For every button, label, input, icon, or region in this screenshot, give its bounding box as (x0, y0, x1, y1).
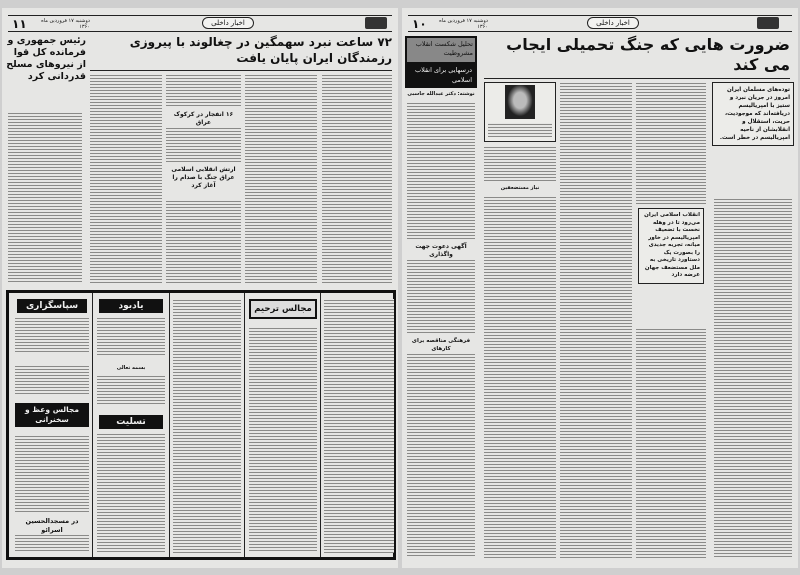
sympathy-title: تسلیت (99, 415, 163, 429)
sub-headline-2: ۱۶ انفجار در کرکوک عراق (166, 111, 241, 127)
series-subtitle: درسهایی برای انقلاب اسلامی (414, 66, 472, 84)
sermon-title: مجالس وعظ و سخنرانی (15, 403, 89, 427)
ad-heading: آگهی دعوت جهت واگذاری (407, 243, 475, 259)
newspaper-logo (365, 17, 387, 29)
rule (244, 293, 245, 557)
ad-text (249, 327, 317, 553)
article-column (322, 74, 392, 284)
article-column (90, 74, 162, 284)
ad-text (97, 433, 165, 553)
memorial-title: یادبود (99, 299, 163, 313)
article-column (636, 328, 706, 558)
ad-text (97, 375, 165, 405)
newspaper-logo (757, 17, 779, 29)
article-column (407, 350, 475, 558)
ad-heading-2: فرهنگی مناقصه برای کارهای (407, 337, 475, 353)
article-column (245, 74, 317, 284)
article-column (166, 74, 241, 108)
rule (320, 293, 321, 557)
main-headline: ضرورت هایی که جنگ تحمیلی ایجاب می کند (484, 35, 790, 75)
obituary-ads-section (6, 290, 396, 560)
ad-text (324, 299, 394, 553)
page-date: دوشنبه ۱۷ فروردین ماه ۱۳۶۰ (439, 18, 488, 30)
article-column (714, 198, 792, 558)
article-column (166, 200, 241, 284)
rule (8, 31, 392, 32)
header-rule (408, 15, 792, 16)
rule (484, 78, 790, 79)
sub-headline: ارتش انقلابی اسلامی عراق جنگ با صدام را آغاز کرد (166, 166, 241, 190)
ad-text (97, 317, 165, 357)
rule (169, 293, 170, 557)
article-column (484, 146, 556, 182)
left-page (2, 8, 398, 568)
article-column (636, 82, 706, 204)
ad-text (15, 365, 89, 395)
right-page (402, 8, 798, 568)
pullquote-box: انقلاب اسلامی ایران می‌رود تا در وهله نخست با تضعیف امپریالیسم در خاور میانه، تجربه جدیدی را بصورت یک دستاورد تاریخی به ملل مستضعف جهان عرضه دارد (638, 208, 704, 284)
thanks-title: سپاسگزاری (17, 299, 87, 313)
article-column (560, 82, 632, 558)
rule (90, 70, 392, 71)
header-rule (8, 15, 392, 16)
author-line: نوشته: دکتر عبدالله جاسبی (407, 91, 475, 97)
pullquote-box: توده‌های مسلمان ایران امروز در جریان نبرد و ستیز با امپریالیسم دریافته‌اند که موجودیت، حریت، استقلال و انقلابشان از ناحیه امپریالیسم در خطر است. (712, 82, 794, 146)
condolence-title: مجالس ترحیم (249, 299, 317, 319)
article-column (8, 112, 82, 284)
article-column (407, 102, 475, 240)
author-photo-box (484, 82, 556, 142)
series-box (405, 36, 477, 88)
article-column (484, 196, 556, 558)
rule (92, 293, 93, 557)
section-label: اخبار داخلی (202, 17, 254, 29)
main-headline: ۷۲ ساعت نبرد سهمگین در چغالوند با پیروزی رزمندگان ایران پایان یافت (90, 34, 392, 66)
article-column (407, 256, 475, 334)
page-date: دوشنبه ۱۷ فروردین ماه ۱۳۶۰ (41, 18, 90, 30)
section-label: اخبار داخلی (587, 17, 639, 29)
series-title: تحلیل شکست انقلاب مشروطیت (407, 38, 475, 62)
page-number: ۱۰ (412, 17, 427, 31)
side-headline: رئیس جمهوری و فرمانده کل قوا از نیروهای مسلح قدردانی کرد (6, 35, 86, 82)
page-number: ۱۱ (12, 17, 27, 31)
ad-text (15, 435, 89, 513)
notice-heading: بسمه تعالی (97, 365, 165, 372)
author-photo (505, 85, 535, 119)
ad-text (15, 317, 89, 353)
ad-text (173, 299, 241, 553)
subhead: نیاز مستضعفین (484, 185, 556, 192)
mosque-notice: در مسجدالحسین اسرائو (15, 517, 89, 535)
article-column (166, 124, 241, 162)
rule (408, 31, 792, 32)
photo-caption (488, 123, 552, 137)
